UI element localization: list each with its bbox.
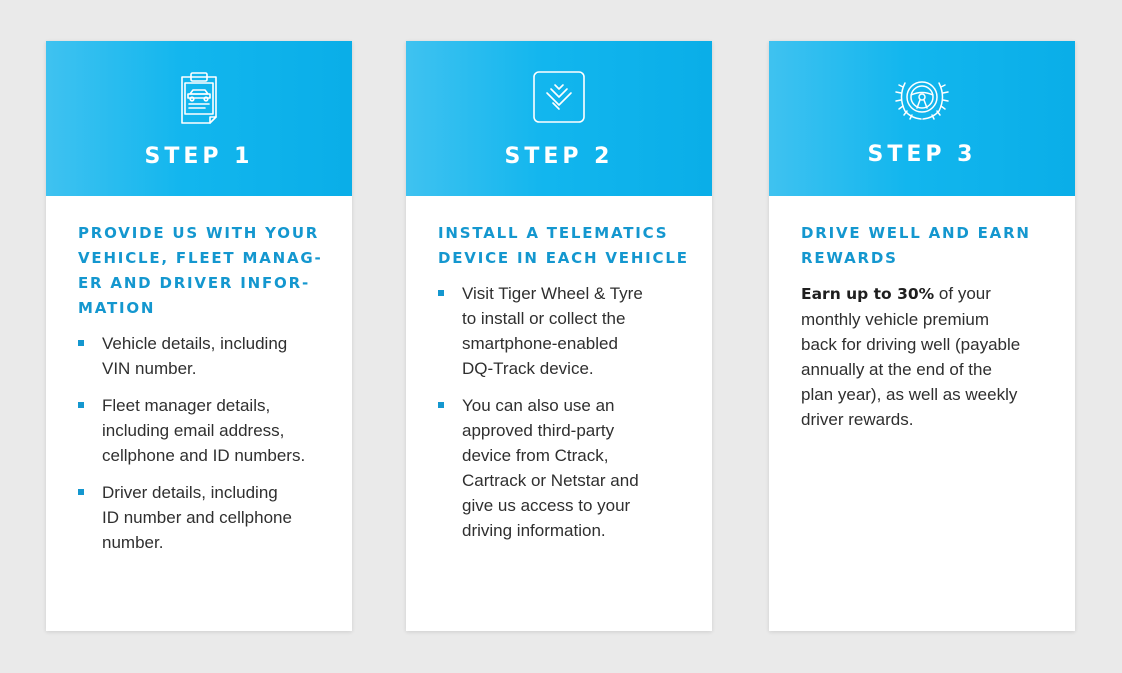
- bullet-line: Driver details, including: [102, 483, 278, 502]
- body-line: monthly vehicle premium: [801, 310, 990, 329]
- step-3-header: [769, 41, 1075, 196]
- list-item: [78, 331, 330, 381]
- heading-line: DRIVE WELL AND EARN: [801, 224, 1031, 242]
- step-3-heading: [801, 221, 1053, 271]
- heading-line: ER AND DRIVER INFOR-: [78, 274, 310, 292]
- step-2-header: [406, 41, 712, 196]
- steering-wheel-laurel-icon: [894, 69, 950, 125]
- bullet-line: approved third-party: [462, 421, 615, 440]
- step-2-heading: [438, 221, 690, 271]
- clipboard-car-icon: [171, 69, 227, 125]
- step-3-description: [801, 281, 1053, 432]
- bullet-marker: [438, 290, 444, 296]
- heading-line: REWARDS: [801, 249, 898, 267]
- bullet-line: to install or collect the: [462, 309, 626, 328]
- bullet-marker: [78, 402, 84, 408]
- bullet-marker: [438, 402, 444, 408]
- heading-line: INSTALL A TELEMATICS: [438, 224, 669, 242]
- bullet-line: device from Ctrack,: [462, 446, 609, 465]
- step-3-body: [801, 221, 1053, 432]
- step-2-card: [406, 41, 712, 631]
- body-line: plan year), as well as weekly: [801, 385, 1018, 404]
- bullet-line: You can also use an: [462, 396, 615, 415]
- bullet-line: number.: [102, 533, 164, 552]
- bullet-marker: [78, 340, 84, 346]
- reward-highlight: Earn up to 30%: [801, 285, 935, 303]
- step-1-header: [46, 41, 352, 196]
- bullet-line: DQ-Track device.: [462, 359, 594, 378]
- bullet-line: Cartrack or Netstar and: [462, 471, 639, 490]
- bullet-line: Visit Tiger Wheel & Tyre: [462, 284, 643, 303]
- bullet-line: driving information.: [462, 521, 606, 540]
- bullet-line: cellphone and ID numbers.: [102, 446, 306, 465]
- step-2-title: STEP 2: [504, 144, 614, 169]
- step-1-body: [78, 221, 330, 567]
- bullet-line: VIN number.: [102, 359, 197, 378]
- bullet-line: ID number and cellphone: [102, 508, 292, 527]
- step-3-card: [769, 41, 1075, 631]
- list-item: [438, 393, 690, 543]
- bullet-marker: [78, 489, 84, 495]
- step-2-body: [438, 221, 690, 555]
- list-item: [438, 281, 690, 381]
- list-item: [78, 480, 330, 555]
- bullet-line: give us access to your: [462, 496, 631, 515]
- body-line: driver rewards.: [801, 410, 914, 429]
- bullet-line: Vehicle details, including: [102, 334, 288, 353]
- heading-line: DEVICE IN EACH VEHICLE: [438, 249, 689, 267]
- step-1-bullet-list: [78, 331, 330, 555]
- bullet-line: Fleet manager details,: [102, 396, 271, 415]
- body-line: of your: [934, 284, 991, 303]
- heading-line: PROVIDE US WITH YOUR: [78, 224, 320, 242]
- step-1-title: STEP 1: [144, 144, 254, 169]
- step-3-title: STEP 3: [867, 142, 977, 167]
- step-1-card: [46, 41, 352, 631]
- heading-line: VEHICLE, FLEET MANAG-: [78, 249, 323, 267]
- bullet-line: smartphone-enabled: [462, 334, 618, 353]
- bullet-line: including email address,: [102, 421, 285, 440]
- telematics-device-icon: [531, 69, 587, 125]
- step-2-bullet-list: [438, 281, 690, 543]
- step-1-heading: [78, 221, 330, 321]
- body-line: back for driving well (payable: [801, 335, 1021, 354]
- list-item: [78, 393, 330, 468]
- heading-line: MATION: [78, 299, 156, 317]
- body-line: annually at the end of the: [801, 360, 992, 379]
